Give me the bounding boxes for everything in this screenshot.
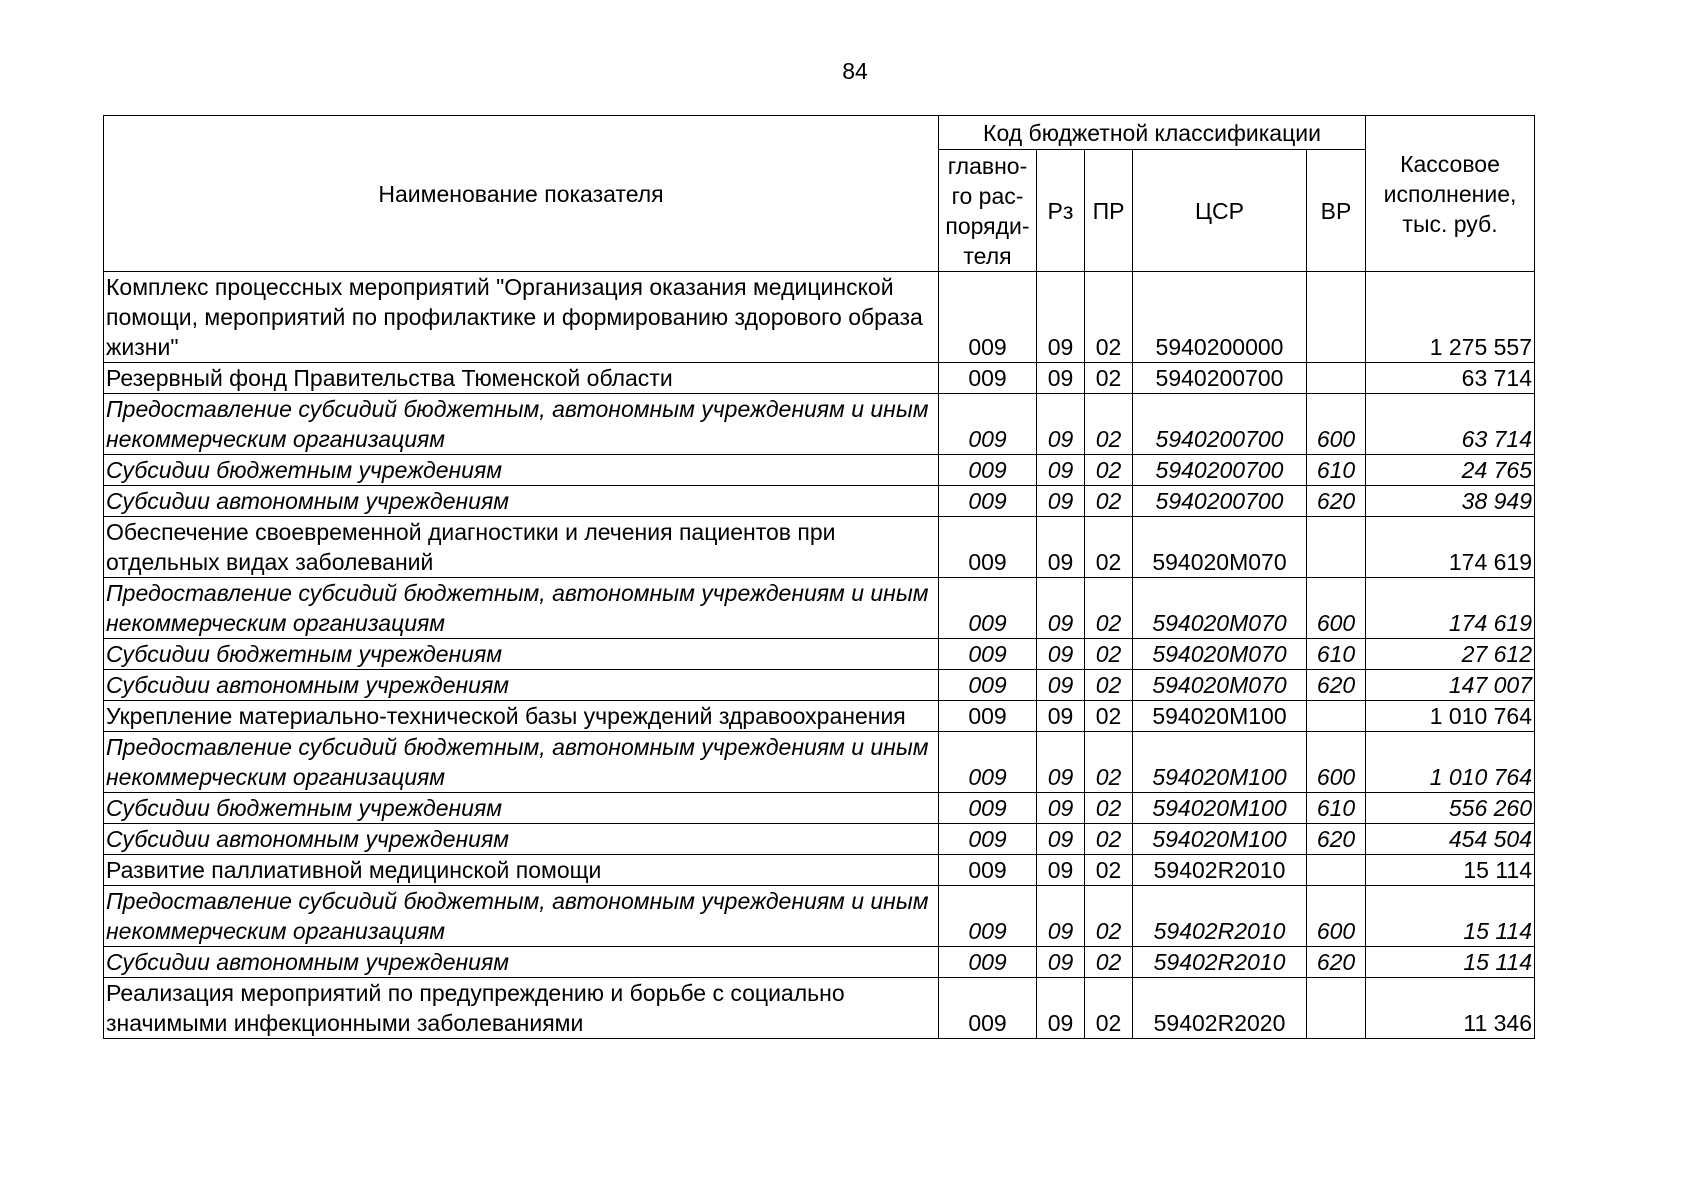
cell-name: Укрепление материально-технической базы учреждений здравоохранения xyxy=(104,701,939,732)
cell-section: 09 xyxy=(1037,855,1085,886)
cell-expense-type: 620 xyxy=(1307,947,1366,978)
cell-section: 09 xyxy=(1037,578,1085,639)
table-row xyxy=(104,272,1535,363)
header-target-article: ЦСР xyxy=(1133,150,1307,272)
cell-name: Комплекс процессных мероприятий "Организация оказания медицинской помощи, мероприятий по профилактике и формированию здорового образа жизни" xyxy=(104,272,939,363)
cell-target-article: 594020М070 xyxy=(1133,639,1307,670)
cell-section: 09 xyxy=(1037,947,1085,978)
table-row xyxy=(104,394,1535,455)
cell-chief-manager: 009 xyxy=(939,578,1037,639)
cell-name: Предоставление субсидий бюджетным, автономным учреждениям и иным некоммерческим организациям xyxy=(104,886,939,947)
table-row xyxy=(104,793,1535,824)
cell-target-article: 594020М070 xyxy=(1133,517,1307,578)
cell-chief-manager: 009 xyxy=(939,701,1037,732)
cell-target-article: 594020М100 xyxy=(1133,793,1307,824)
cell-expense-type: 620 xyxy=(1307,486,1366,517)
cell-expense-type: 600 xyxy=(1307,732,1366,793)
cell-subsection: 02 xyxy=(1085,701,1133,732)
cell-target-article: 59402R2010 xyxy=(1133,886,1307,947)
header-amount: Кассовое исполнение, тыс. руб. xyxy=(1366,116,1535,272)
cell-expense-type xyxy=(1307,272,1366,363)
cell-subsection: 02 xyxy=(1085,486,1133,517)
header-budget-code-group: Код бюджетной классификации xyxy=(939,116,1366,150)
cell-target-article: 5940200000 xyxy=(1133,272,1307,363)
cell-expense-type: 610 xyxy=(1307,639,1366,670)
table-row xyxy=(104,855,1535,886)
cell-amount: 174 619 xyxy=(1366,517,1535,578)
table-row xyxy=(104,455,1535,486)
cell-subsection: 02 xyxy=(1085,824,1133,855)
cell-name: Развитие паллиативной медицинской помощи xyxy=(104,855,939,886)
cell-section: 09 xyxy=(1037,793,1085,824)
cell-amount: 15 114 xyxy=(1366,886,1535,947)
cell-expense-type: 620 xyxy=(1307,824,1366,855)
table-row xyxy=(104,732,1535,793)
cell-expense-type: 620 xyxy=(1307,670,1366,701)
cell-name: Субсидии автономным учреждениям xyxy=(104,670,939,701)
header-expense-type: ВР xyxy=(1307,150,1366,272)
cell-name: Обеспечение своевременной диагностики и лечения пациентов при отдельных видах заболеваний xyxy=(104,517,939,578)
cell-section: 09 xyxy=(1037,517,1085,578)
cell-amount: 174 619 xyxy=(1366,578,1535,639)
table-row xyxy=(104,363,1535,394)
cell-chief-manager: 009 xyxy=(939,517,1037,578)
cell-amount: 1 275 557 xyxy=(1366,272,1535,363)
cell-subsection: 02 xyxy=(1085,670,1133,701)
cell-chief-manager: 009 xyxy=(939,732,1037,793)
table-row xyxy=(104,639,1535,670)
cell-name: Реализация мероприятий по предупреждению и борьбе с социально значимыми инфекционными заболеваниями xyxy=(104,978,939,1039)
cell-expense-type: 600 xyxy=(1307,886,1366,947)
cell-section: 09 xyxy=(1037,363,1085,394)
cell-section: 09 xyxy=(1037,486,1085,517)
cell-chief-manager: 009 xyxy=(939,824,1037,855)
cell-section: 09 xyxy=(1037,639,1085,670)
cell-subsection: 02 xyxy=(1085,455,1133,486)
cell-chief-manager: 009 xyxy=(939,272,1037,363)
cell-subsection: 02 xyxy=(1085,793,1133,824)
cell-section: 09 xyxy=(1037,701,1085,732)
cell-target-article: 594020М100 xyxy=(1133,732,1307,793)
cell-chief-manager: 009 xyxy=(939,363,1037,394)
cell-amount: 15 114 xyxy=(1366,947,1535,978)
cell-target-article: 5940200700 xyxy=(1133,363,1307,394)
header-chief-manager: главно-го рас-поряди-теля xyxy=(939,150,1037,272)
cell-amount: 556 260 xyxy=(1366,793,1535,824)
cell-subsection: 02 xyxy=(1085,578,1133,639)
cell-name: Субсидии бюджетным учреждениям xyxy=(104,455,939,486)
cell-expense-type: 600 xyxy=(1307,578,1366,639)
cell-target-article: 5940200700 xyxy=(1133,394,1307,455)
cell-name: Предоставление субсидий бюджетным, автономным учреждениям и иным некоммерческим организациям xyxy=(104,732,939,793)
table-row xyxy=(104,670,1535,701)
cell-chief-manager: 009 xyxy=(939,793,1037,824)
cell-target-article: 59402R2010 xyxy=(1133,947,1307,978)
cell-section: 09 xyxy=(1037,670,1085,701)
cell-subsection: 02 xyxy=(1085,272,1133,363)
table-row xyxy=(104,701,1535,732)
cell-expense-type: 610 xyxy=(1307,793,1366,824)
cell-target-article: 594020М100 xyxy=(1133,824,1307,855)
cell-section: 09 xyxy=(1037,394,1085,455)
cell-name: Резервный фонд Правительства Тюменской области xyxy=(104,363,939,394)
cell-amount: 24 765 xyxy=(1366,455,1535,486)
budget-table xyxy=(103,115,1535,1039)
cell-chief-manager: 009 xyxy=(939,486,1037,517)
table-header xyxy=(104,116,1535,272)
cell-subsection: 02 xyxy=(1085,947,1133,978)
cell-expense-type xyxy=(1307,855,1366,886)
cell-subsection: 02 xyxy=(1085,639,1133,670)
cell-section: 09 xyxy=(1037,272,1085,363)
cell-subsection: 02 xyxy=(1085,886,1133,947)
cell-chief-manager: 009 xyxy=(939,394,1037,455)
cell-chief-manager: 009 xyxy=(939,978,1037,1039)
table-body xyxy=(104,272,1535,1039)
cell-target-article: 5940200700 xyxy=(1133,486,1307,517)
table-row xyxy=(104,978,1535,1039)
cell-chief-manager: 009 xyxy=(939,670,1037,701)
table-row xyxy=(104,517,1535,578)
cell-expense-type: 600 xyxy=(1307,394,1366,455)
cell-section: 09 xyxy=(1037,978,1085,1039)
cell-section: 09 xyxy=(1037,886,1085,947)
table-row xyxy=(104,486,1535,517)
cell-name: Субсидии автономным учреждениям xyxy=(104,824,939,855)
cell-name: Субсидии бюджетным учреждениям xyxy=(104,639,939,670)
table-row xyxy=(104,824,1535,855)
cell-expense-type xyxy=(1307,978,1366,1039)
cell-amount: 27 612 xyxy=(1366,639,1535,670)
cell-section: 09 xyxy=(1037,455,1085,486)
cell-amount: 15 114 xyxy=(1366,855,1535,886)
cell-chief-manager: 009 xyxy=(939,886,1037,947)
cell-expense-type xyxy=(1307,363,1366,394)
table-row xyxy=(104,886,1535,947)
cell-section: 09 xyxy=(1037,732,1085,793)
header-subsection: ПР xyxy=(1085,150,1133,272)
cell-subsection: 02 xyxy=(1085,517,1133,578)
table-row xyxy=(104,578,1535,639)
cell-target-article: 594020М070 xyxy=(1133,578,1307,639)
cell-amount: 1 010 764 xyxy=(1366,701,1535,732)
cell-target-article: 5940200700 xyxy=(1133,455,1307,486)
cell-amount: 63 714 xyxy=(1366,363,1535,394)
cell-subsection: 02 xyxy=(1085,978,1133,1039)
cell-subsection: 02 xyxy=(1085,732,1133,793)
cell-chief-manager: 009 xyxy=(939,639,1037,670)
cell-name: Субсидии автономным учреждениям xyxy=(104,947,939,978)
cell-expense-type xyxy=(1307,517,1366,578)
header-section: Рз xyxy=(1037,150,1085,272)
cell-name: Субсидии бюджетным учреждениям xyxy=(104,793,939,824)
cell-amount: 454 504 xyxy=(1366,824,1535,855)
cell-target-article: 59402R2020 xyxy=(1133,978,1307,1039)
cell-chief-manager: 009 xyxy=(939,455,1037,486)
page-number: 84 xyxy=(842,58,868,84)
cell-subsection: 02 xyxy=(1085,855,1133,886)
cell-target-article: 59402R2010 xyxy=(1133,855,1307,886)
cell-amount: 147 007 xyxy=(1366,670,1535,701)
cell-name: Предоставление субсидий бюджетным, автономным учреждениям и иным некоммерческим организациям xyxy=(104,578,939,639)
cell-target-article: 594020М100 xyxy=(1133,701,1307,732)
cell-amount: 1 010 764 xyxy=(1366,732,1535,793)
cell-section: 09 xyxy=(1037,824,1085,855)
table-row xyxy=(104,947,1535,978)
cell-amount: 38 949 xyxy=(1366,486,1535,517)
cell-amount: 63 714 xyxy=(1366,394,1535,455)
header-name: Наименование показателя xyxy=(104,116,939,272)
cell-name: Предоставление субсидий бюджетным, автономным учреждениям и иным некоммерческим организациям xyxy=(104,394,939,455)
cell-amount: 11 346 xyxy=(1366,978,1535,1039)
cell-expense-type: 610 xyxy=(1307,455,1366,486)
cell-subsection: 02 xyxy=(1085,363,1133,394)
cell-expense-type xyxy=(1307,701,1366,732)
cell-target-article: 594020М070 xyxy=(1133,670,1307,701)
cell-chief-manager: 009 xyxy=(939,947,1037,978)
cell-name: Субсидии автономным учреждениям xyxy=(104,486,939,517)
cell-chief-manager: 009 xyxy=(939,855,1037,886)
cell-subsection: 02 xyxy=(1085,394,1133,455)
